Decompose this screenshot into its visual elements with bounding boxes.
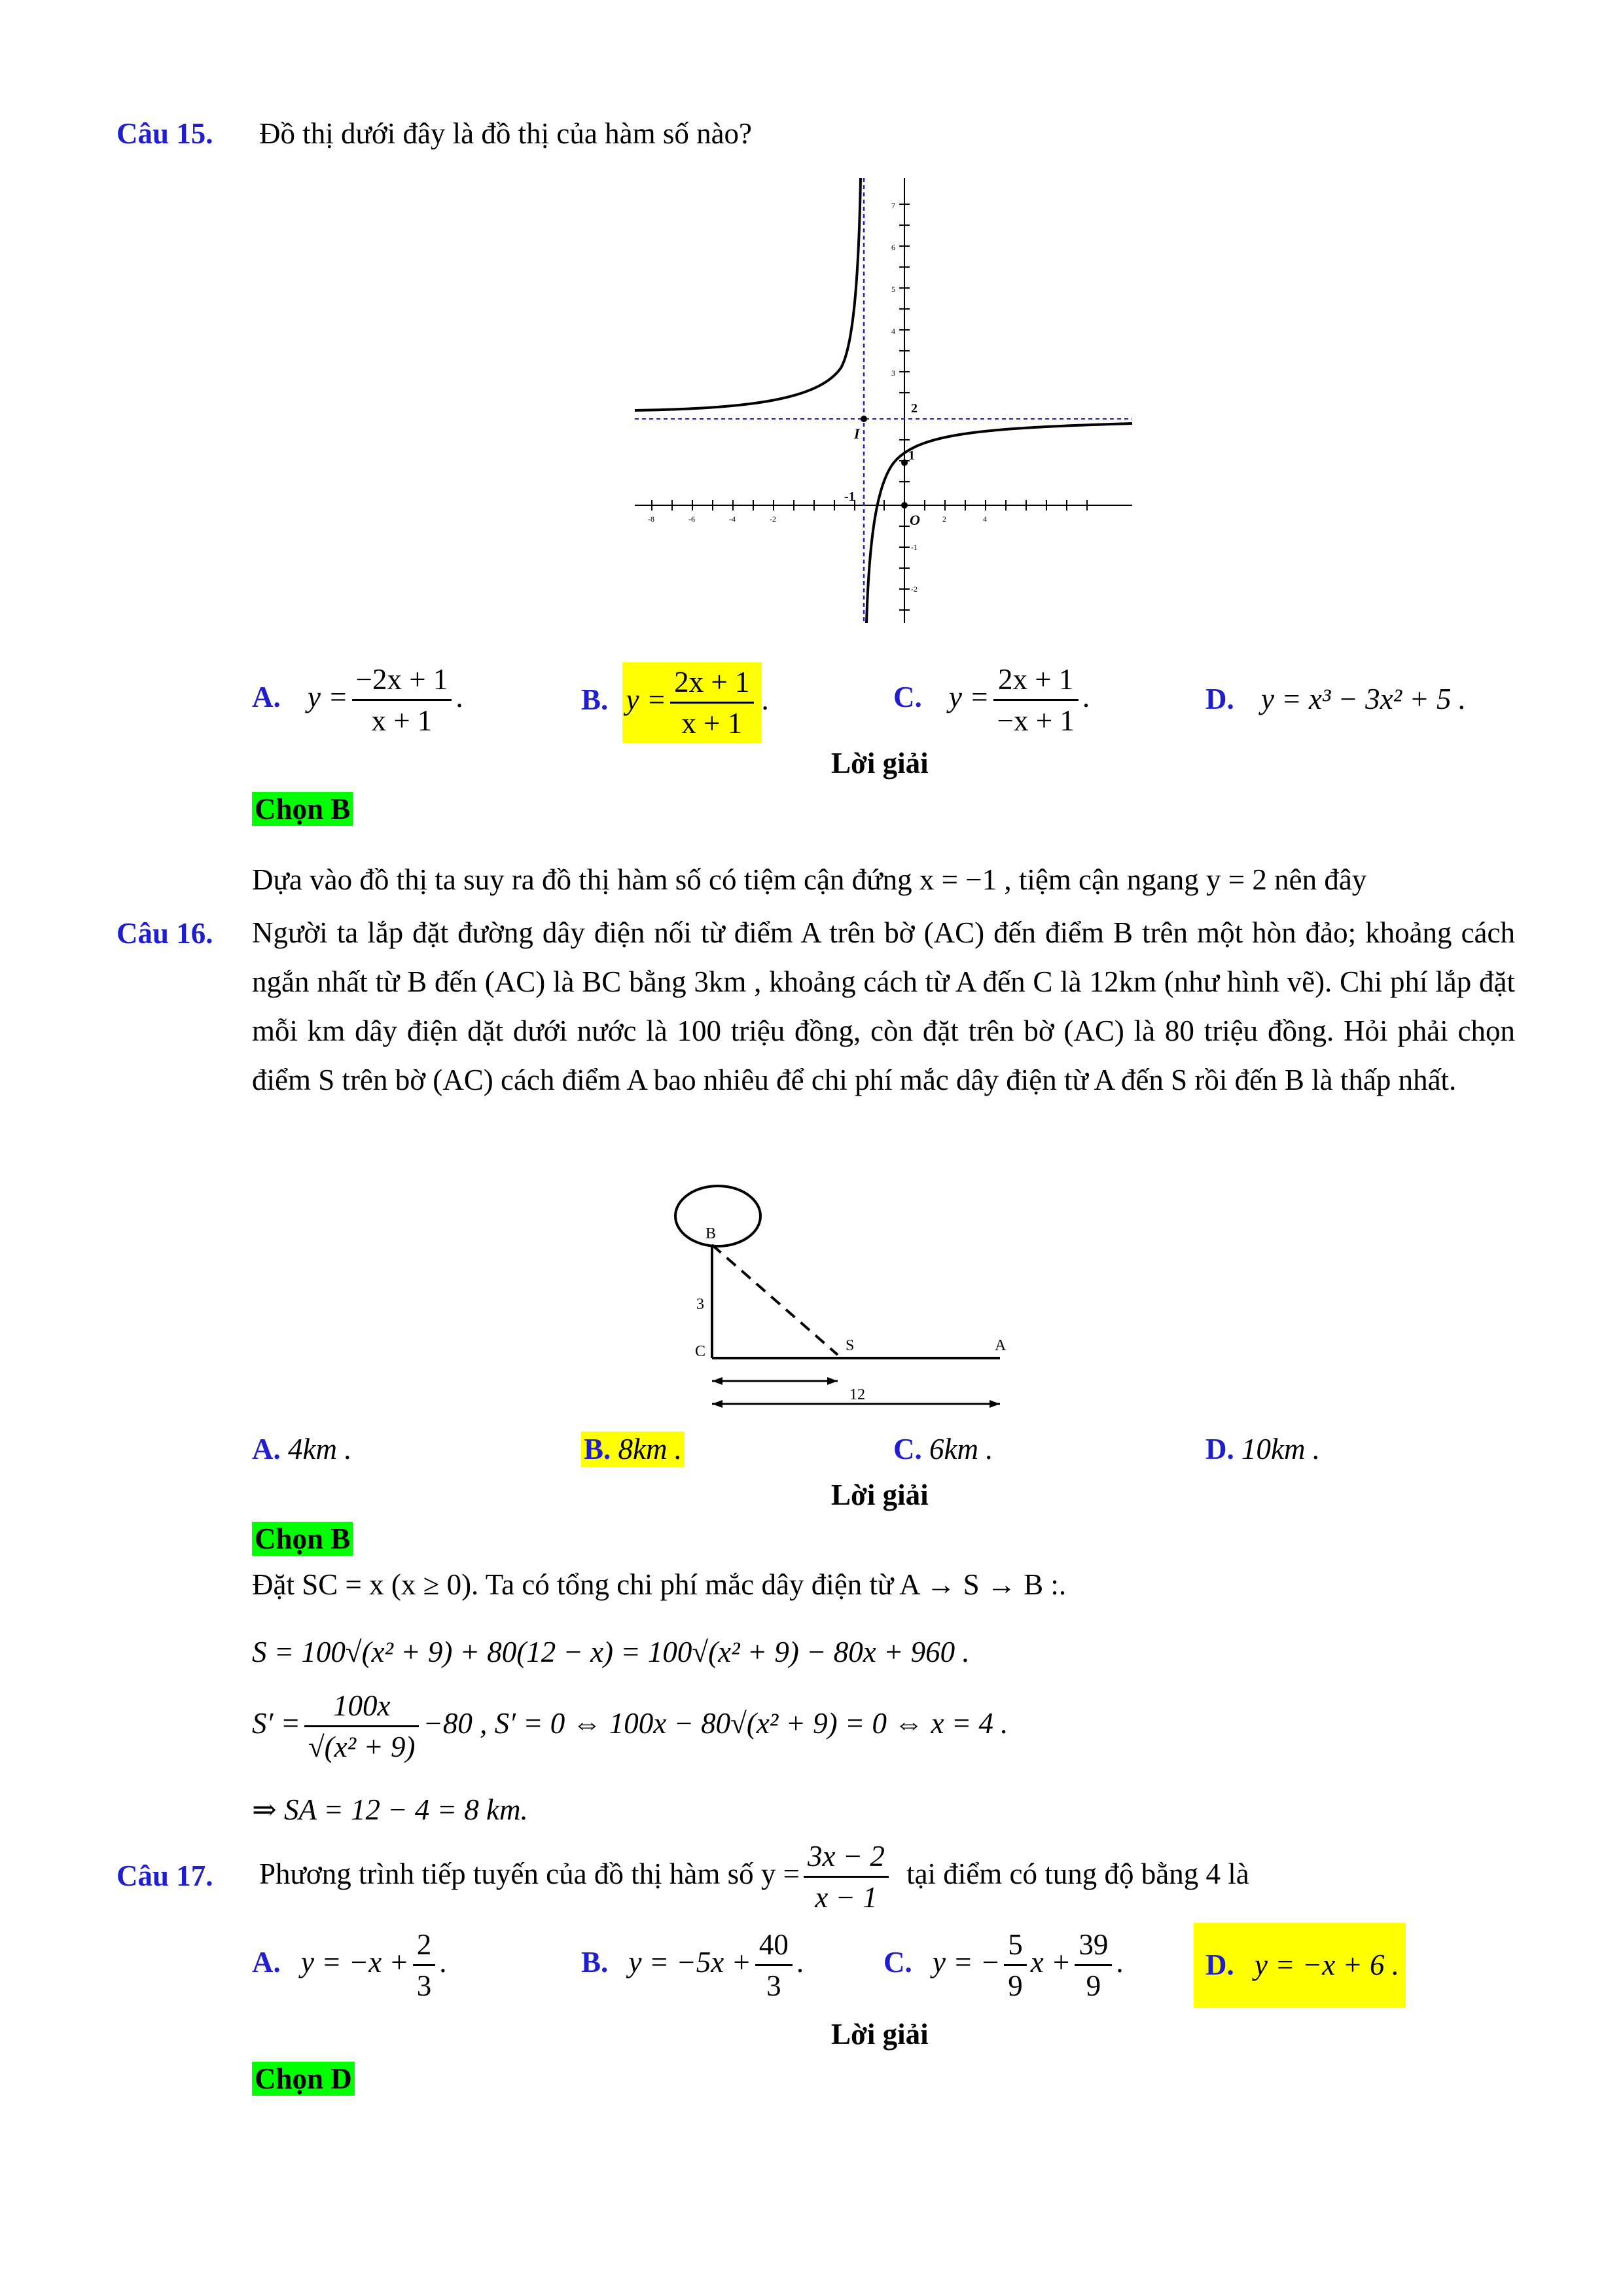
q16-choice: Chọn B [252,1522,353,1556]
q16-line-4: ⇒ SA = 12 − 4 = 8 km. [252,1793,528,1826]
q16-label: Câu 16. [116,917,213,950]
q17-option-a: A. y = −x + $\frac{2}{3}$ . [252,1928,447,2002]
svg-text:-4: -4 [729,514,736,524]
q15-option-c: C. y = $\frac{2x + 1}{-x + 1}$ . [893,663,1090,737]
label-C: C [695,1343,706,1360]
q16-question: Người ta lắp đặt đường dây điện nối từ điểm A trên bờ (AC) đến điểm B trên một hòn đảo; khoảng cách ngắn nhất từ B đến (AC) là BC bằng 3km , khoảng cách từ A đến C là 12km (như hình vẽ). Chi phí lắp đặt mỗi km dây điện dặt dưới nước là 100 triệu đồng, còn đặt trên bờ (AC) là 80 triệu đồng. Hỏi phải chọn điểm S trên bờ (AC) cách điểm A bao nhiêu để chi phí mắc dây điện từ A đến S rồi đến B là thấp nhất. [252,916,1515,1096]
label-minus1: -1 [844,490,855,504]
svg-text:-1: -1 [911,543,918,552]
q17-option-c: C. y = − $\frac{5}{9}$ x + $\frac{39}{9}$ . [883,1928,1124,2002]
island-ellipse [675,1186,760,1246]
q17-option-d: D. y = −x + 6 . [1194,1923,1406,2008]
q15-option-b: B. y = $\frac{2x + 1}{x + 1}$ . [581,662,769,743]
q16-line-3: S′ = $\frac{100x}{\text{√(x² + 9)}}$ −80 , S′ = 0 ⇔ 100x − 80√(x² + 9) = 0 ⇔ x = 4 . [252,1689,1008,1763]
label-A: A [995,1337,1007,1354]
q15-solution-title: Lời giải [831,747,929,780]
label-S: S [846,1337,855,1354]
svg-text:2: 2 [942,514,946,524]
q15-label: Câu 15. [116,117,213,150]
q15-option-d: D. y = x³ − 3x² + 5 . [1205,683,1467,715]
label-2: 2 [911,401,918,416]
svg-text:-6: -6 [688,514,695,524]
svg-text:3: 3 [891,368,895,378]
q17-choice: Chọn D [252,2062,355,2096]
q15-option-a: A. y = $\frac{-2x + 1}{x + 1}$ . [252,663,463,737]
svg-text:-8: -8 [648,514,654,524]
q16-figure [654,1178,1021,1414]
segment-BS [712,1245,838,1355]
q16-option-c: C. 6km . [893,1433,993,1465]
curve-right-branch [866,423,1132,623]
svg-text:-2: -2 [770,514,776,524]
q17-option-b: B. y = −5x + $\frac{40}{3}$ . [581,1928,804,2002]
label-B: B [705,1225,717,1242]
q15-explanation: Dựa vào đồ thị ta suy ra đồ thị hàm số có tiệm cận đứng x = −1 , tiệm cận ngang y = 2 nên đây [252,863,1367,896]
q16-solution-title: Lời giải [831,1479,929,1511]
label-12: 12 [849,1386,865,1403]
q17-label: Câu 17. [116,1859,213,1892]
q15-choice: Chọn B [252,792,353,826]
label-O: O [910,512,920,528]
svg-text:4: 4 [891,327,895,336]
svg-text:4: 4 [983,514,987,524]
svg-text:6: 6 [891,243,895,252]
curve-left-branch [635,178,861,410]
label-I: I [854,425,860,442]
q15-graph [615,171,1139,630]
q17-question: Phương trình tiếp tuyến của đồ thị hàm số y = $\frac{3x - 2}{x - 1}$ tại điểm có tung độ bằng 4 là [259,1840,1249,1914]
q16-option-d: D. 10km . [1205,1433,1320,1465]
label-3: 3 [696,1296,704,1313]
svg-text:7: 7 [891,201,895,210]
q17-solution-title: Lời giải [831,2018,929,2051]
q16-line-1: Đặt SC = x (x ≥ 0). Ta có tổng chi phí mắc dây điện từ A → S → B :. [252,1568,1067,1601]
q15-question: Đồ thị dưới đây là đồ thị của hàm số nào? [259,117,753,150]
x-tick-labels [648,514,987,524]
point-origin [901,502,908,509]
svg-text:-2: -2 [911,584,918,594]
label-1: 1 [908,448,915,463]
q16-option-b: B. 8km . [581,1432,685,1466]
q16-line-2: S = 100√(x² + 9) + 80(12 − x) = 100√(x² + 9) − 80x + 960 . [252,1636,970,1668]
point-I [861,416,867,422]
q16-option-a: A. 4km . [252,1433,352,1465]
point-y-intercept [901,459,908,466]
svg-text:5: 5 [891,285,895,294]
